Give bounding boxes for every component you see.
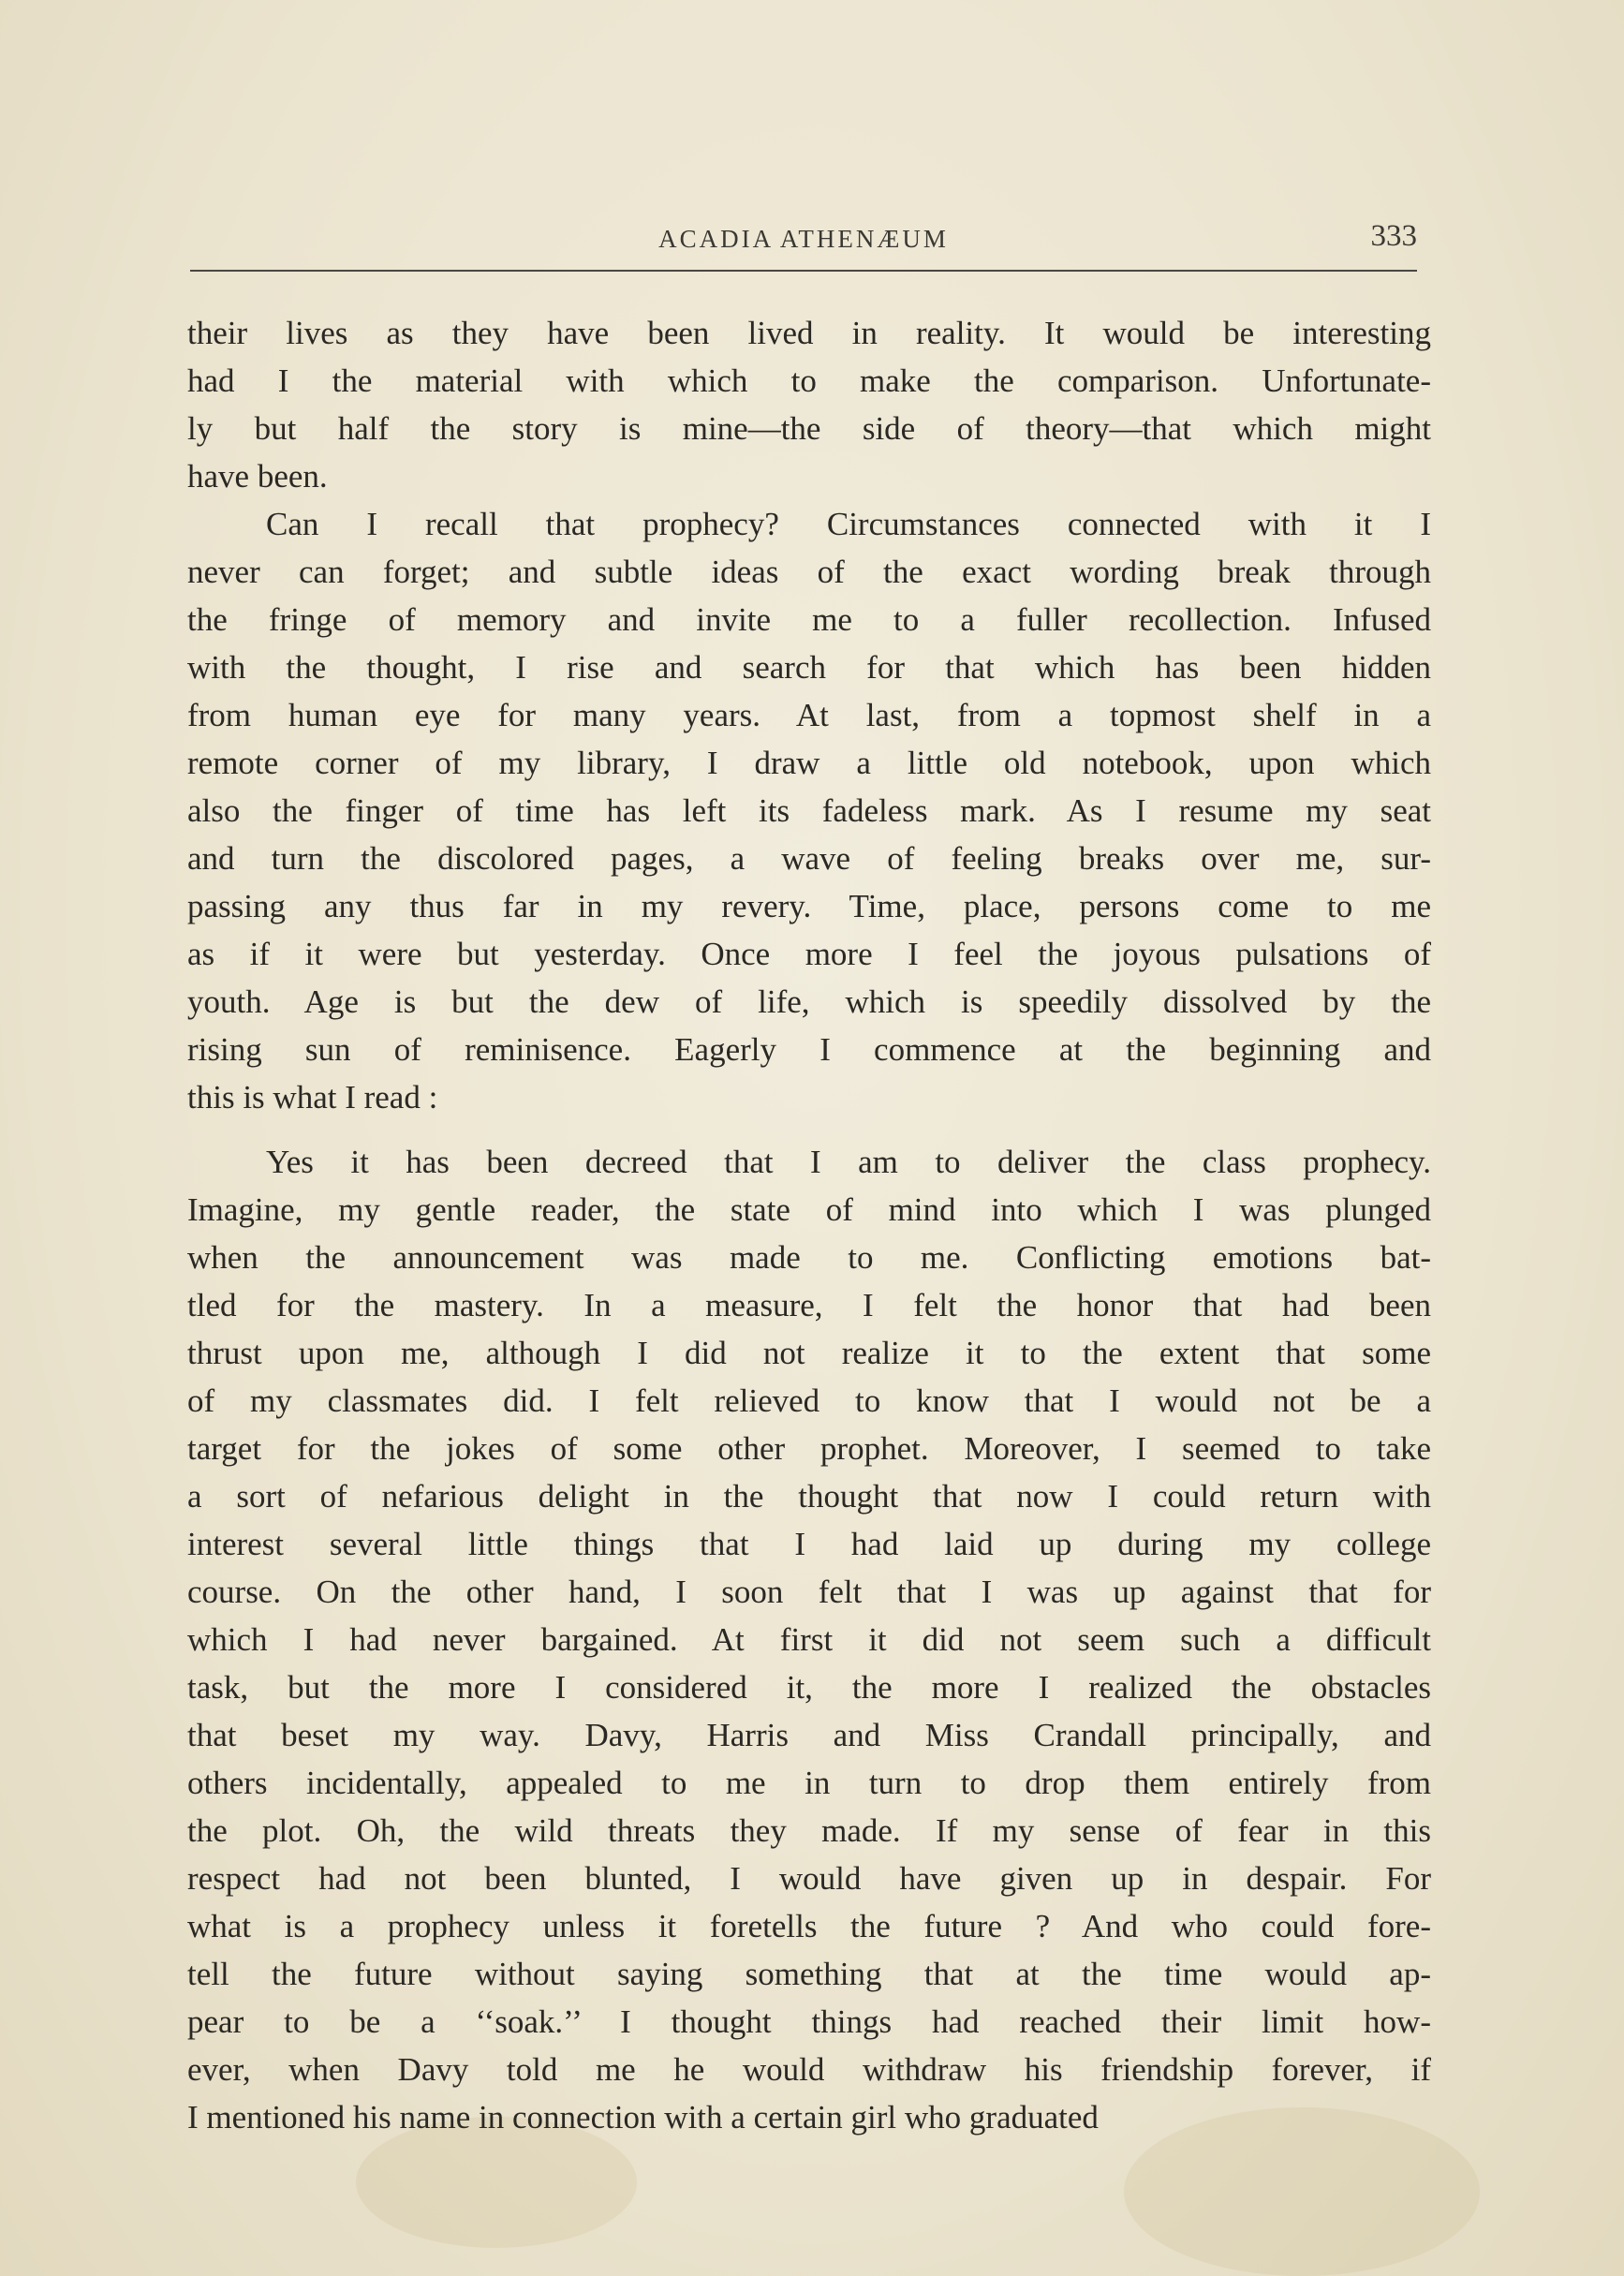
text-line: when the announcement was made to me. Conflicting emotions bat- xyxy=(187,1239,1431,1276)
text-line: tell the future without saying something that at the time would ap- xyxy=(187,1956,1431,1992)
text-line: their lives as they have been lived in reality. It would be interesting xyxy=(187,315,1431,351)
text-line: this is what I read : xyxy=(187,1079,438,1116)
text-line: thrust upon me, although I did not realize it to the extent that some xyxy=(187,1335,1431,1371)
paragraph xyxy=(187,1138,1431,2141)
text-line: Can I recall that prophecy? Circumstances connected with it I xyxy=(266,506,1431,542)
paragraph-gap xyxy=(187,1121,1431,1138)
paragraph xyxy=(187,309,1431,500)
text-line: passing any thus far in my revery. Time, place, persons come to me xyxy=(187,888,1431,924)
text-line: respect had not been blunted, I would have given up in despair. For xyxy=(187,1860,1431,1897)
text-line: Imagine, my gentle reader, the state of mind into which I was plunged xyxy=(187,1191,1431,1228)
text-line: what is a prophecy unless it foretells the future ? And who could fore- xyxy=(187,1908,1431,1944)
text-line: ly but half the story is mine—the side of theory—that which might xyxy=(187,410,1431,447)
text-line: never can forget; and subtle ideas of the exact wording break through xyxy=(187,554,1431,590)
paragraph xyxy=(187,500,1431,1121)
text-line: ever, when Davy told me he would withdraw his friendship forever, if xyxy=(187,2051,1431,2088)
header-rule xyxy=(190,270,1417,272)
text-line: with the thought, I rise and search for that which has been hidden xyxy=(187,649,1431,686)
text-line: have been. xyxy=(187,458,328,495)
text-line: a sort of nefarious delight in the thought that now I could return with xyxy=(187,1478,1431,1515)
text-line: the fringe of memory and invite me to a fuller recollection. Infused xyxy=(187,601,1431,638)
text-line: that beset my way. Davy, Harris and Miss Crandall principally, and xyxy=(187,1717,1431,1753)
page-number: 333 xyxy=(1370,219,1417,253)
text-line: and turn the discolored pages, a wave of feeling breaks over me, sur- xyxy=(187,840,1431,877)
text-line: Yes it has been decreed that I am to deliver the class prophecy. xyxy=(266,1144,1431,1180)
text-line: as if it were but yesterday. Once more I feel the joyous pulsations of xyxy=(187,936,1431,972)
running-head xyxy=(190,217,1417,273)
text-line: tled for the mastery. In a measure, I felt the honor that had been xyxy=(187,1287,1431,1323)
text-line: also the finger of time has left its fadeless mark. As I resume my seat xyxy=(187,792,1431,829)
text-line: I mentioned his name in connection with a certain girl who graduated xyxy=(187,2099,1099,2136)
text-line: of my classmates did. I felt relieved to know that I would not be a xyxy=(187,1382,1431,1419)
text-line: youth. Age is but the dew of life, which is speedily dissolved by the xyxy=(187,983,1431,1020)
text-line: pear to be a ‘‘soak.’’ I thought things had reached their limit how- xyxy=(187,2003,1431,2040)
text-line: others incidentally, appealed to me in turn to drop them entirely from xyxy=(187,1765,1431,1801)
text-line: from human eye for many years. At last, from a topmost shelf in a xyxy=(187,697,1431,733)
journal-title: ACADIA ATHENÆUM xyxy=(658,225,949,253)
text-line: remote corner of my library, I draw a little old notebook, upon which xyxy=(187,745,1431,781)
text-line: task, but the more I considered it, the more I realized the obstacles xyxy=(187,1669,1431,1706)
text-line: course. On the other hand, I soon felt that I was up against that for xyxy=(187,1574,1431,1610)
text-line: the plot. Oh, the wild threats they made. If my sense of fear in this xyxy=(187,1812,1431,1849)
body-text xyxy=(187,309,1431,2141)
text-line: had I the material with which to make the comparison. Unfortunate- xyxy=(187,362,1431,399)
text-line: rising sun of reminisence. Eagerly I commence at the beginning and xyxy=(187,1031,1431,1068)
text-line: target for the jokes of some other prophet. Moreover, I seemed to take xyxy=(187,1430,1431,1467)
text-line: which I had never bargained. At first it did not seem such a difficult xyxy=(187,1621,1431,1658)
text-line: interest several little things that I had laid up during my college xyxy=(187,1526,1431,1562)
